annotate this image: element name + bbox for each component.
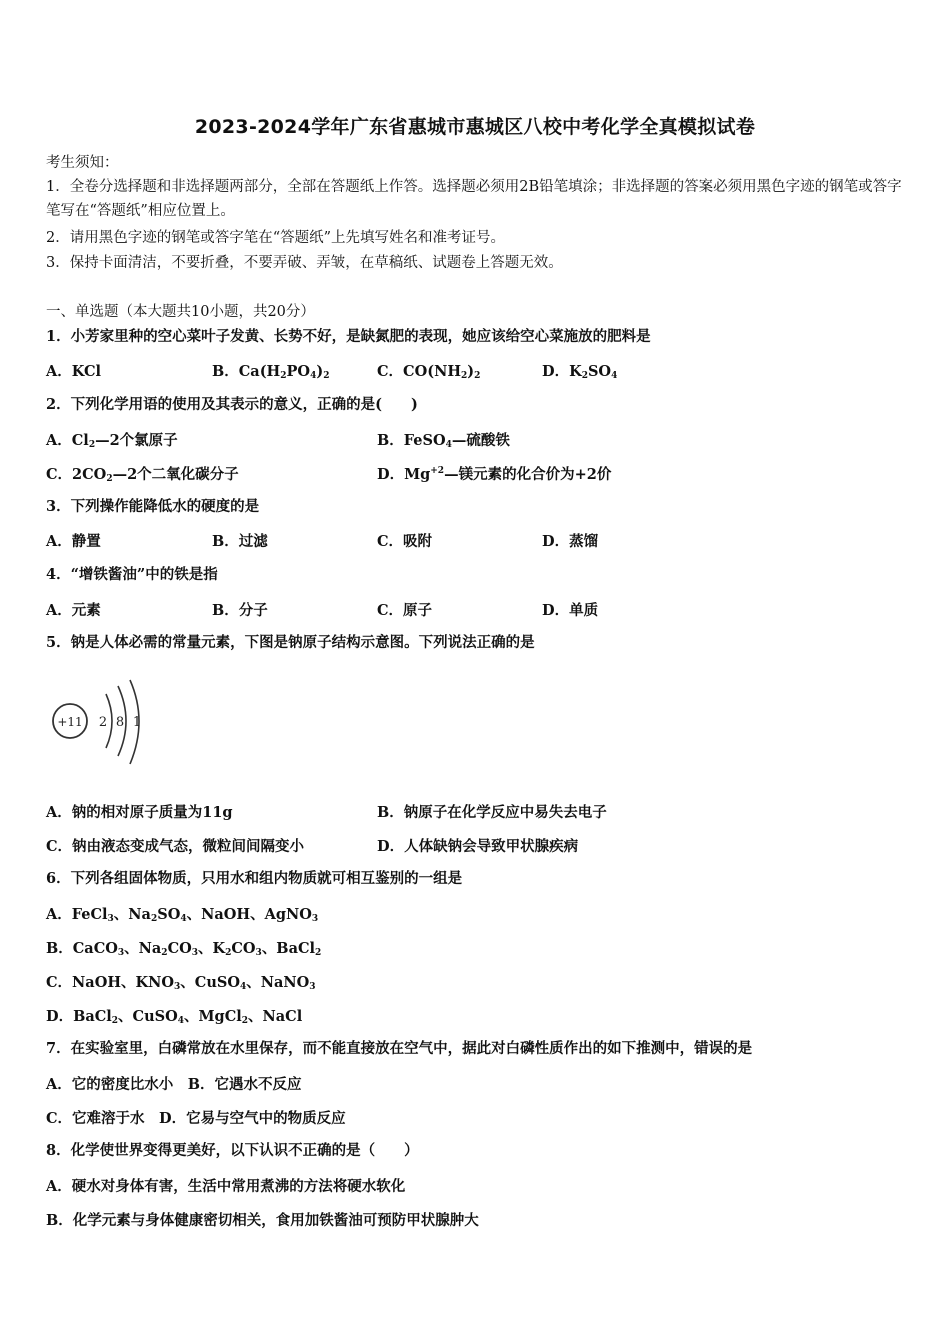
q2-option-d: D．$Mg^{+2}—$镁元素的化合价为+2价	[377, 466, 612, 483]
q3-option-d: D．蒸馏	[542, 533, 599, 550]
question-4-stem: 4．“增铁酱油”中的铁是指	[46, 566, 218, 583]
q6-option-c: C．NaOH、$KNO_3$、CuSO$_4$、NaNO$_3$	[46, 974, 316, 992]
shell-2-electrons: 8	[115, 715, 125, 730]
q1-option-b: B．$Ca(H_2PO_4)_2$	[212, 363, 330, 381]
shell-1-electrons: 2	[98, 715, 108, 730]
question-3-stem: 3．下列操作能降低水的硬度的是	[46, 498, 260, 515]
q5-option-d: D．人体缺钠会导致甲状腺疾病	[377, 838, 579, 855]
question-8-stem: 8．化学使世界变得更美好，以下认识不正确的是（ ）	[46, 1142, 419, 1159]
q3-option-b: B．过滤	[212, 533, 268, 550]
q4-option-b: B．分子	[212, 602, 268, 619]
sodium-atom-diagram	[48, 676, 148, 772]
question-7-stem: 7．在实验室里，白磷常放在水里保存，而不能直接放在空气中，据此对白磷性质作出的如下推测中，错误的是	[46, 1040, 753, 1057]
notice-item-3: 3．保持卡面清洁，不要折叠，不要弄破、弄皱，在草稿纸、试题卷上答题无效。	[46, 255, 563, 271]
notice-heading: 考生须知：	[46, 155, 119, 171]
q6-option-b: B．CaCO$_3$、$Na_2CO_3$、$K_2CO_3$、BaCl$_2$	[46, 940, 322, 958]
question-6-stem: 6．下列各组固体物质，只用水和组内物质就可相互鉴别的一组是	[46, 870, 463, 887]
q5-option-a: A．钠的相对原子质量为11g	[46, 804, 233, 821]
q2-option-b: B．FeSO$_4$—硫酸铁	[377, 432, 510, 450]
q6-option-a: A．FeCl$_3$、$Na_2SO_4$、NaOH、AgNO$_3$	[46, 906, 319, 924]
q2-option-a: A．$Cl_2—2$个氯原子	[46, 432, 178, 450]
q4-option-a: A．元素	[46, 602, 101, 619]
section-heading: 一、单选题（本大题共10小题，共20分）	[46, 304, 315, 320]
q4-option-d: D．单质	[542, 602, 599, 619]
nucleus-charge: +11	[57, 715, 83, 729]
shell-3-electrons: 1	[132, 715, 142, 730]
notice-item-2: 2．请用黑色字迹的钢笔或答字笔在“答题纸”上先填写姓名和准考证号。	[46, 230, 506, 246]
q8-option-a: A．硬水对身体有害，生活中常用煮沸的方法将硬水软化	[46, 1178, 406, 1195]
q1-option-a: A．KCl	[46, 363, 102, 380]
q1-option-d: D．$K_2SO_4$	[542, 363, 618, 381]
q8-option-b: B．化学元素与身体健康密切相关，食用加铁酱油可预防甲状腺肿大	[46, 1212, 479, 1229]
question-1-stem: 1．小芳家里种的空心菜叶子发黄、长势不好，是缺氮肥的表现，她应该给空心菜施放的肥料是	[46, 328, 651, 345]
page-title: 2023-2024学年广东省惠城市惠城区八校中考化学全真模拟试卷	[194, 116, 756, 138]
q1-option-c: C．$CO(NH_2)_2$	[377, 363, 481, 381]
q2-option-c: C．$2CO_2—2$个二氧化碳分子	[46, 466, 239, 484]
q4-option-c: C．原子	[377, 602, 433, 619]
q7-options-ab: A．它的密度比水小 B．它遇水不反应	[46, 1076, 302, 1093]
q5-option-c: C．钠由液态变成气态，微粒间间隔变小	[46, 838, 305, 855]
q6-option-d: D．BaCl$_2$、CuSO$_4$、MgCl$_2$、NaCl	[46, 1008, 303, 1026]
question-5-stem: 5．钠是人体必需的常量元素，下图是钠原子结构示意图。下列说法正确的是	[46, 634, 535, 651]
question-2-stem: 2．下列化学用语的使用及其表示的意义，正确的是( )	[46, 396, 418, 413]
q3-option-c: C．吸附	[377, 533, 433, 550]
q7-options-cd: C．它难溶于水 D．它易与空气中的物质反应	[46, 1110, 346, 1127]
notice-item-1: 1．全卷分选择题和非选择题两部分，全部在答题纸上作答。选择题必须用2B铅笔填涂；非选择题的答案必须用黑色字迹的钢笔或答字笔写在“答题纸”相应位置上。	[46, 179, 902, 219]
q5-option-b: B．钠原子在化学反应中易失去电子	[377, 804, 607, 821]
q3-option-a: A．静置	[46, 533, 101, 550]
